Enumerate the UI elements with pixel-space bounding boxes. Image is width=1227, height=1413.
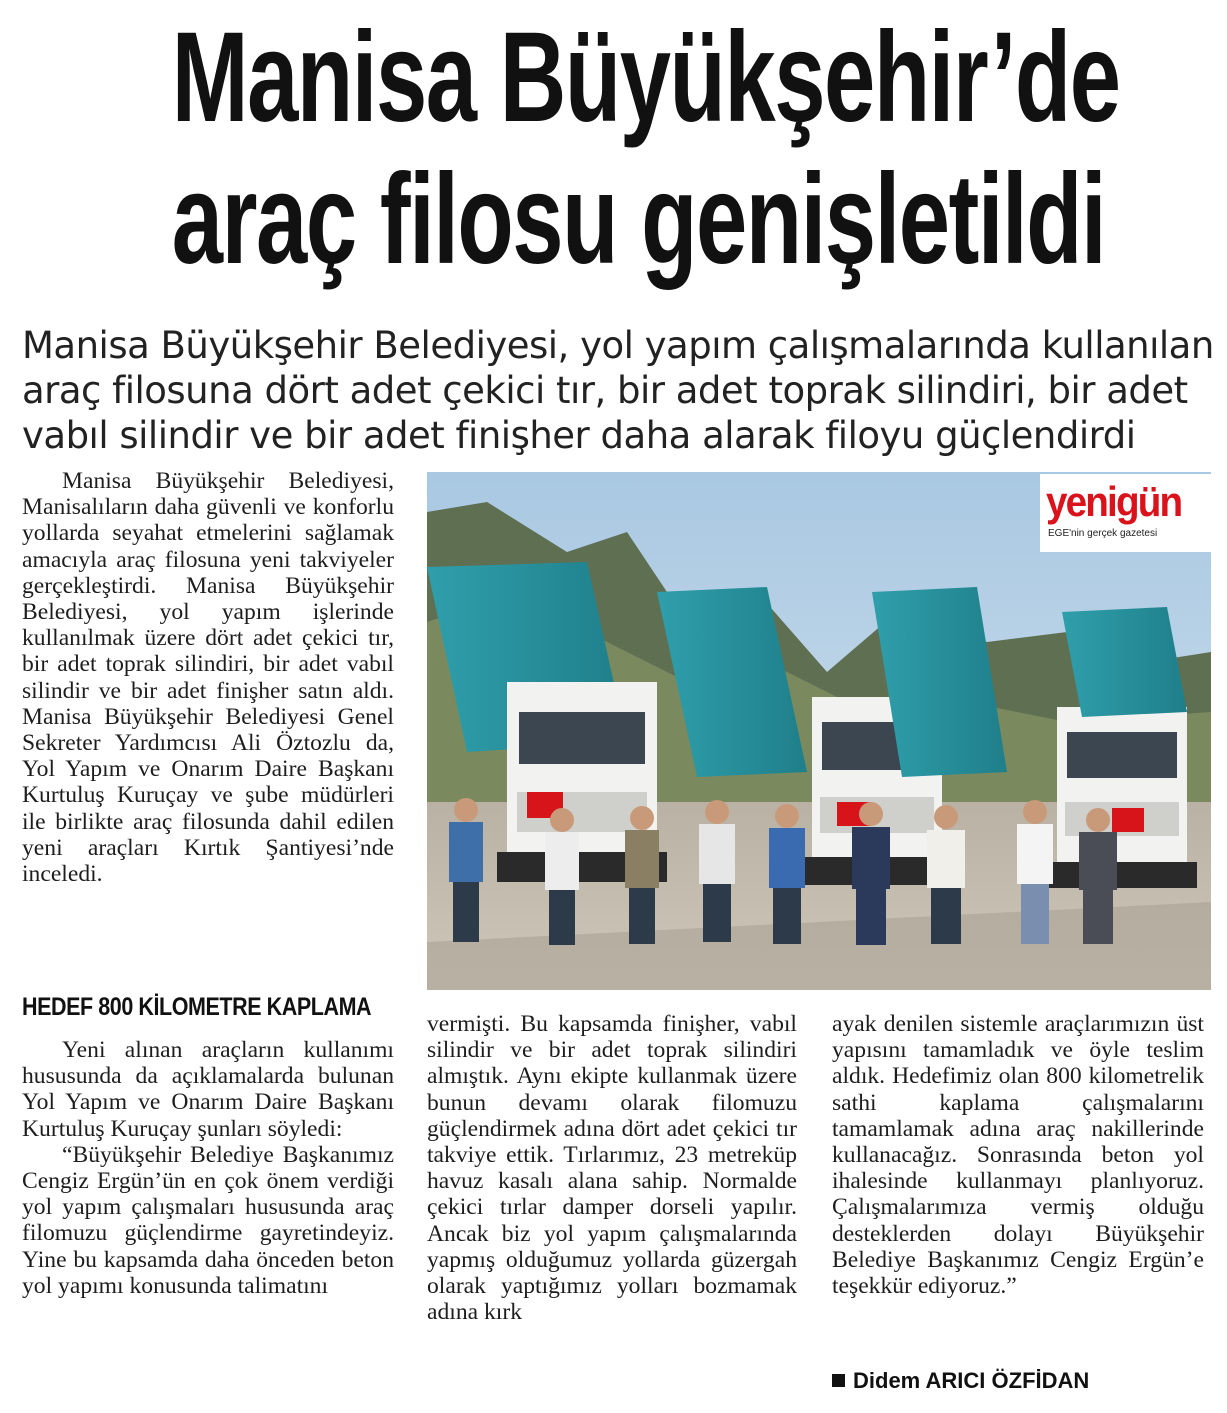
logo-wordmark: yenigün [1046, 478, 1182, 525]
paragraph-3: “Büyükşehir Belediye Başkanımız Cengiz Ergün’ün en çok önem verdiği yol yapım çalışmaları hususunda araç filomuzu güçlendirme gayretindeyiz. Yine bu kapsamda daha önceden beton yol yapımı konusunda talimatını [22, 1141, 394, 1299]
paragraph-2: Yeni alınan araçların kullanımı hususunda da açıklamalarda bulunan Yol Yapım ve Onarım Daire Başkanı Kurtuluş Kuruçay şunları söyledi: [22, 1037, 394, 1142]
right-column-text: ayak denilen sistemle araçlarımızın üst yapısını tamamladık ve öyle teslim aldık. Hedefimiz olan 800 kilometrelik sathi kaplama çalışmalarını tamamlamak adına araç nakillerinde kullanacağız. Sonrasında beton yol ihalesinde kullanmayı planlıyoruz. Çalışmalarımıza vermiş olduğu desteklerden dolayı Büyükşehir Belediye Başkanımız Cengiz Ergün’e teşekkür ediyoruz.” [832, 1011, 1204, 1300]
flag-3 [1112, 808, 1144, 832]
byline [832, 1368, 1089, 1394]
spot-line-2: araç filosuna dört adet çekici tır, bir adet toprak silindiri, bir adet [22, 369, 1188, 412]
headline-line-1: Manisa Büyükşehir’de [171, 6, 1120, 149]
article-right-column [832, 1011, 1204, 1299]
article-middle-column [427, 1011, 797, 1325]
truck-4 [1062, 607, 1187, 717]
spot-line-1: Manisa Büyükşehir Belediyesi, yol yapım çalışmalarında kullanılan [22, 324, 1214, 367]
logo-tagline: EGE'nin gerçek gazetesi [1048, 528, 1158, 539]
headline-line-2: araç filosu genişletildi [171, 148, 1106, 291]
article-subheading: HEDEF 800 KİLOMETRE KAPLAMA [22, 993, 372, 1021]
spot-line-3: vabıl silindir ve bir adet finişher daha alarak filoyu güçlendirdi [22, 414, 1136, 457]
middle-column-text: vermişti. Bu kapsamda finişher, vabıl silindir ve bir adet toprak silindiri almıştık. Aynı ekipte kullanmak üzere bunun devamı olarak filomuzu güçlendirmek adına dört adet çekici tır takviye ettik. Tırlarımız, 23 metreküp havuz kasalı alana sahip. Normalde çekici tırlar damper dorseli yapılır. Ancak biz yol yapım çalışmalarında yapmış olduğumuz yollarda güzergah olarak yaptığımız yolları bozmamak adına kırk [427, 1011, 797, 1326]
byline-author: Didem ARICI ÖZFİDAN [853, 1368, 1090, 1393]
article-intro-column [22, 468, 394, 887]
article-left-column [22, 1037, 394, 1299]
intro-paragraph: Manisa Büyükşehir Belediyesi, Manisalıların daha güvenli ve konforlu yollarda seyahat etmelerini sağlamak amacıyla araç filosuna yeni takviyeler gerçekleştirdi. Manisa Büyükşehir Belediyesi, yol yapım işlerinde kullanılmak üzere dört adet çekici tır, bir adet toprak silindiri, bir adet vabıl silindir ve bir adet finişher satın aldı. Manisa Büyükşehir Belediyesi Genel Sekreter Yardımcısı Ali Öztozlu da, Yol Yapım ve Onarım Daire Başkanı Kurtuluş Kuruçay ve şube müdürleri ile birlikte araç filosunda dahil edilen yeni araçları Kırtık Şantiyesi’nde inceledi. [22, 468, 394, 888]
byline-square-icon [832, 1374, 845, 1387]
newspaper-logo [1040, 474, 1212, 552]
